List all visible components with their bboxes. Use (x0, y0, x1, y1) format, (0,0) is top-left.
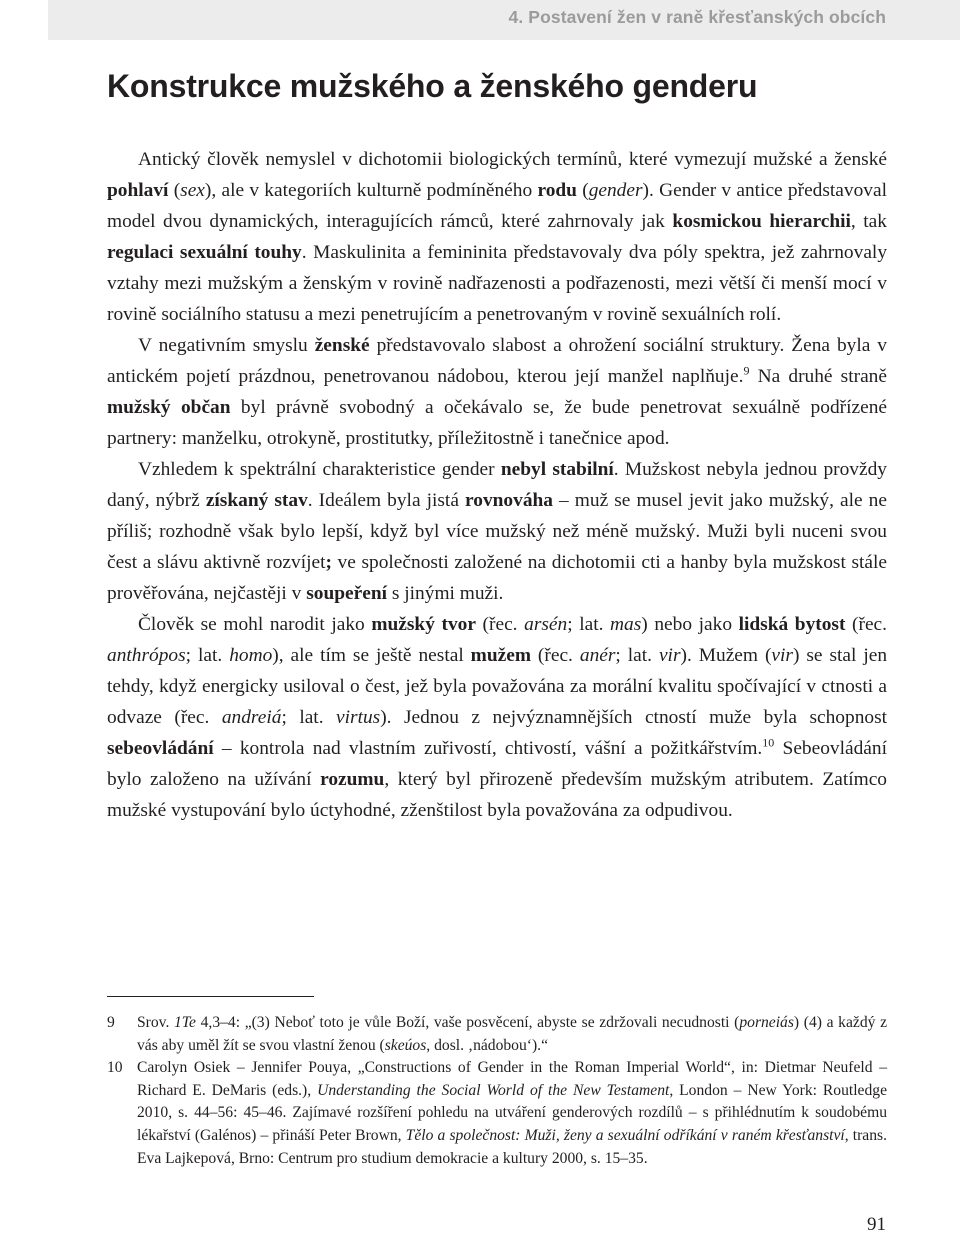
text-run: , trans. Eva Lajkepová, Brno: Centrum pro studium demokracie a kultury 2000, s. 15–35. (137, 1126, 887, 1167)
text-run: Vzhledem k spektrální charakteristice gender (138, 459, 501, 480)
bold-term: mužský občan (107, 397, 231, 418)
footnote-number: 9 (107, 1014, 115, 1031)
italic-term: Tělo a společnost: Muži, ženy a sexuální odříkání v raném křesťanství (405, 1126, 845, 1144)
text-run: s jinými muži. (387, 583, 504, 604)
italic-term: vir (658, 645, 681, 666)
italic-term: porneiás (739, 1014, 794, 1031)
bold-term: ; (325, 552, 332, 573)
text-run: ) nebo jako (641, 614, 739, 635)
italic-term: virtus (336, 707, 381, 728)
footnote (107, 1057, 887, 1170)
bold-term: nebyl stabilní (500, 459, 614, 480)
bold-term: pohlaví (107, 180, 169, 201)
text-run: Srov. (137, 1014, 174, 1031)
italic-term: andreiá (221, 707, 282, 728)
bold-term: rovnováha (465, 490, 553, 511)
italic-term: mas (610, 614, 642, 635)
text-run: , tak (850, 211, 887, 232)
text-run: ; lat. (185, 645, 230, 666)
bold-term: regulaci sexuální touhy (107, 242, 302, 263)
italic-term: vir (771, 645, 793, 666)
text-run: ), ale tím se ještě nestal (272, 645, 471, 666)
text-run: , který byl přirozeně především mužským atributem. Zatímco mužské vystupování bylo úctyhodné, zženštilost byla považována za odpudivou. (107, 769, 887, 821)
text-run: V negativním smyslu (138, 335, 315, 356)
text-run: – kontrola nad vlastním zuřivostí, chtivostí, vášní a požitkářstvím. (213, 738, 763, 759)
text-run: . Ideálem byla jistá (307, 490, 465, 511)
text-run: Antický člověk nemyslel v dichotomii biologických termínů, které vymezují mužské a ženské (138, 149, 887, 170)
footnote-number: 10 (107, 1059, 123, 1077)
body-text (107, 144, 887, 826)
text-run: Sebeovládání bylo založeno na užívání (107, 738, 887, 790)
text-run: ), ale v kategoriích kulturně podmíněného (204, 180, 538, 201)
italic-term: anthrópos (107, 645, 186, 666)
text-run: ( (576, 180, 589, 201)
footnotes (107, 1012, 887, 1170)
text-run: představovalo slabost a ohrožení sociální struktury. Žena byla v antickém pojetí prázdnou, penetrovanou nádobou, kterou její manžel naplňuje. (107, 335, 887, 387)
bold-term: sebeovládání (107, 738, 214, 759)
bold-term: rozumu (320, 769, 385, 790)
text-run: (řec. (845, 614, 888, 635)
italic-term: 1Te (174, 1014, 196, 1031)
text-run: ; lat. (281, 707, 337, 728)
text-run: ). Gender v antice představoval model dvou dynamických, interagujících rámců, které zahrnovaly jak (107, 180, 887, 232)
text-run: ). Mužem ( (680, 645, 772, 666)
italic-term: skeúos (384, 1036, 427, 1054)
bold-term: ženské (314, 335, 370, 356)
text-run: ) (4) a každý z vás aby uměl žít se svou vlastní ženou ( (137, 1014, 887, 1054)
italic-term: gender (588, 180, 643, 201)
footnote-text (137, 1012, 887, 1057)
italic-term: Understanding the Social World of the New Testament (317, 1081, 670, 1099)
footnote-separator (107, 996, 314, 997)
footnote-text (137, 1057, 887, 1170)
italic-term: sex (180, 180, 205, 201)
paragraph (107, 609, 887, 826)
text-run: ; lat. (615, 645, 659, 666)
bold-term: lidská bytost (738, 614, 846, 635)
page-number: 91 (867, 1214, 886, 1235)
text-run: (řec. (530, 645, 580, 666)
paragraph (107, 330, 887, 454)
paragraph (107, 144, 887, 330)
chapter-title: Konstrukce mužského a ženského genderu (107, 68, 758, 104)
text-run: Carolyn Osiek – Jennifer Pouya, „Constructions of Gender in the Roman Imperial World“, in: Dietmar Neufeld – Richard E. DeMaris (eds.), (137, 1059, 887, 1099)
text-run: . Mužskost nebyla jednou provždy daný, nýbrž (107, 459, 887, 511)
running-head: 4. Postavení žen v raně křesťanských obcích (48, 0, 960, 40)
italic-term: anér (579, 645, 616, 666)
text-run: . Maskulinita a femininita představovaly dva póly spektra, jež zahrnovaly vztahy mezi mužským a ženským v rovině nadřazenosti a podřazenosti, mezi větší či menší mocí v rovině sociálního statusu a mezi penetrujícím a penetrovaným v rovině sexuálních rolí. (107, 242, 888, 325)
italic-term: homo (229, 645, 273, 666)
text-run: , London – New York: Routledge 2010, s. 44–56: 45–46. Zajímavé rozšíření pohledu na utváření genderových rozdílů – s přihlédnutím k soudobému lékařství (Galénos) – přináší Peter Brown, (137, 1081, 887, 1144)
text-run: Na druhé straně (749, 366, 887, 387)
text-run: (řec. (475, 614, 525, 635)
text-run: ). Jednou z nejvýznamnějších ctností muže byla schopnost (380, 707, 888, 728)
bold-term: mužem (470, 645, 531, 666)
footnote-ref: 10 (762, 735, 775, 750)
bold-term: získaný stav (205, 490, 308, 511)
bold-term: mužský tvor (371, 614, 476, 635)
footnote-ref: 9 (743, 363, 750, 378)
text-run: ; lat. (567, 614, 611, 635)
text-run: ( (168, 180, 181, 201)
text-run: – muž se musel jevit jako mužský, ale ne příliš; rozhodně však bylo lepší, když byl více mužský než méně mužský. Muži byli nuceni svou čest a slávu aktivně rozvíjet (107, 490, 887, 573)
bold-term: soupeření (306, 583, 388, 604)
text-run: ve společnosti založené na dichotomii cti a hanby byla mužskost stále prověřována, nejčastěji v (107, 552, 887, 604)
bold-term: rodu (537, 180, 577, 201)
paragraph (107, 454, 887, 609)
italic-term: arsén (524, 614, 568, 635)
text-run: ) se stal jen tehdy, když energicky usiloval o čest, jež byla považována za morální kvalitu spočívající v ctnosti a odvaze (řec. (107, 645, 888, 728)
text-run: byl právně svobodný a očekávalo se, že bude penetrovat sexuálně podřízené partnery: manželku, otrokyně, prostitutky, příležitostně i tanečnice apod. (107, 397, 887, 449)
bold-term: kosmickou hierarchii (672, 211, 851, 232)
footnote (107, 1012, 887, 1057)
text-run: Člověk se mohl narodit jako (138, 614, 372, 635)
text-run: , dosl. ‚nádobou‘).“ (426, 1036, 548, 1054)
text-run: 4,3–4: „(3) Neboť toto je vůle Boží, vaše posvěcení, abyste se zdržovali necudnosti ( (195, 1014, 740, 1031)
